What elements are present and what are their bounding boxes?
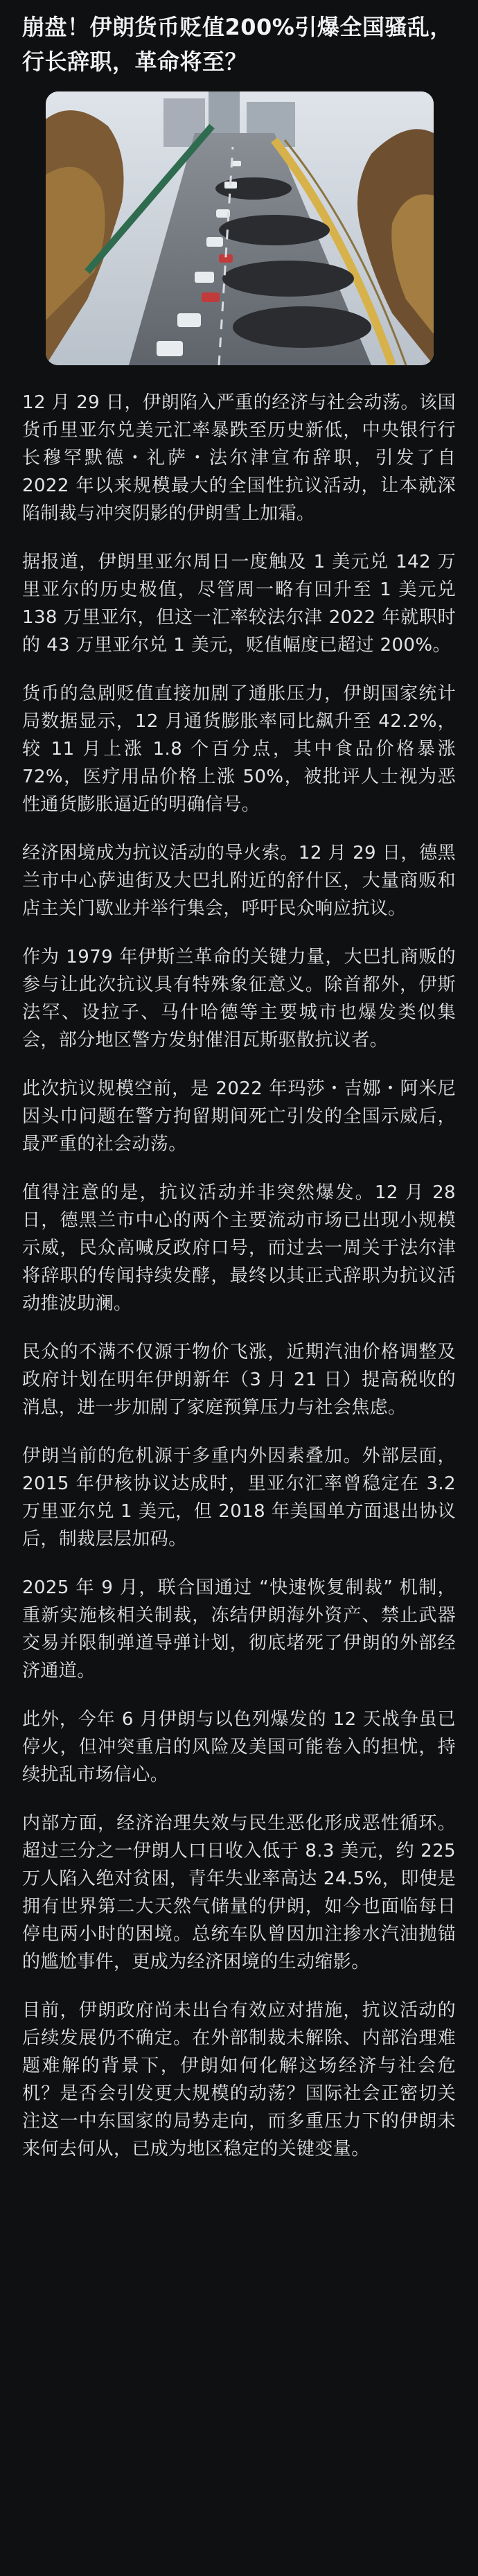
- paragraph: 作为 1979 年伊斯兰革命的关键力量，大巴扎商贩的参与让此次抗议具有特殊象征意义。除首都外，伊斯法罕、设拉子、马什哈德等主要城市也爆发类似集会，部分地区警方发射催泪瓦斯驱散抗议者。: [22, 947, 456, 1051]
- paragraph: 12 月 29 日，伊朗陷入严重的经济与社会动荡。该国货币里亚尔兑美元汇率暴跌至历史新低，中央银行行长穆罕默德・礼萨・法尔津宣布辞职，引发了自 2022 年以来规模最大的全国性抗议活动，让本就深陷制裁与冲突阴影的伊朗雪上加霜。: [22, 392, 456, 524]
- article-title: 崩盘！伊朗货币贬值200%引爆全国骚乱，行长辞职，革命将至？: [22, 14, 452, 75]
- paragraph: 2025 年 9 月，联合国通过 “快速恢复制裁” 机制，重新实施核相关制裁，冻结伊朗海外资产、禁止武器交易并限制弹道导弹计划，彻底堵死了伊朗的外部经济通道。: [22, 1577, 456, 1681]
- paragraph: 货币的急剧贬值直接加剧了通胀压力，伊朗国家统计局数据显示，12 月通货膨胀率同比飙升至 42.2%，较 11 月上涨 1.8 个百分点，其中食品价格暴涨 72%，医疗用品价格上涨 50%，被批评人士视为恶性通货膨胀逼近的明确信号。: [22, 683, 456, 815]
- paragraph: 经济困境成为抗议活动的导火索。12 月 29 日，德黑兰市中心萨迪街及大巴扎附近的舒什区，大量商贩和店主关门歇业并举行集会，呼吁民众响应抗议。: [22, 843, 456, 919]
- paragraph: 目前，伊朗政府尚未出台有效应对措施，抗议活动的后续发展仍不确定。在外部制裁未解除、内部治理难题难解的背景下，伊朗如何化解这场经济与社会危机？是否会引发更大规模的动荡？国际社会正密切关注这一中东国家的局势走向，而多重压力下的伊朗未来何去何从，已成为地区稳定的关键变量。: [22, 2000, 456, 2159]
- paragraph: 据报道，伊朗里亚尔周日一度触及 1 美元兑 142 万里亚尔的历史极值，尽管周一略有回升至 1 美元兑 138 万里亚尔，但这一汇率较法尔津 2022 年就职时的 43 万里亚尔兑 1 美元，贬值幅度已超过 200%。: [22, 552, 456, 656]
- article-body: [22, 389, 456, 2163]
- paragraph: 内部方面，经济治理失效与民生恶化形成恶性循环。超过三分之一伊朗人口日收入低于 8.3 美元，约 225 万人陷入绝对贫困，青年失业率高达 24.5%，即使是拥有世界第二大天然气储量的伊朗，如今也面临每日停电两小时的困境。总统车队曾因加注掺水汽油抛锚的尴尬事件，更成为经济困境的生动缩影。: [22, 1813, 456, 1972]
- article-photo[interactable]: [46, 91, 434, 365]
- paragraph: 伊朗当前的危机源于多重内外因素叠加。外部层面，2015 年伊核协议达成时，里亚尔汇率曾稳定在 3.2 万里亚尔兑 1 美元，但 2018 年美国单方面退出协议后，制裁层层加码。: [22, 1446, 456, 1550]
- paragraph: 值得注意的是，抗议活动并非突然爆发。12 月 28 日，德黑兰市中心的两个主要流动市场已出现小规模示威，民众高喊反政府口号，而过去一周关于法尔津将辞职的传闻持续发酵，最终以其正式辞职为抗议活动推波助澜。: [22, 1182, 456, 1314]
- paragraph: 此外，今年 6 月伊朗与以色列爆发的 12 天战争虽已停火，但冲突重启的风险及美国可能卷入的担忧，持续扰乱市场信心。: [22, 1709, 456, 1785]
- paragraph: 此次抗议规模空前，是 2022 年玛莎・吉娜・阿米尼因头巾问题在警方拘留期间死亡引发的全国示威后，最严重的社会动荡。: [22, 1078, 456, 1155]
- paragraph: 民众的不满不仅源于物价飞涨，近期汽油价格调整及政府计划在明年伊朗新年（3 月 21 日）提高税收的消息，进一步加剧了家庭预算压力与社会焦虑。: [22, 1342, 456, 1418]
- street-protest-photo: [46, 91, 434, 365]
